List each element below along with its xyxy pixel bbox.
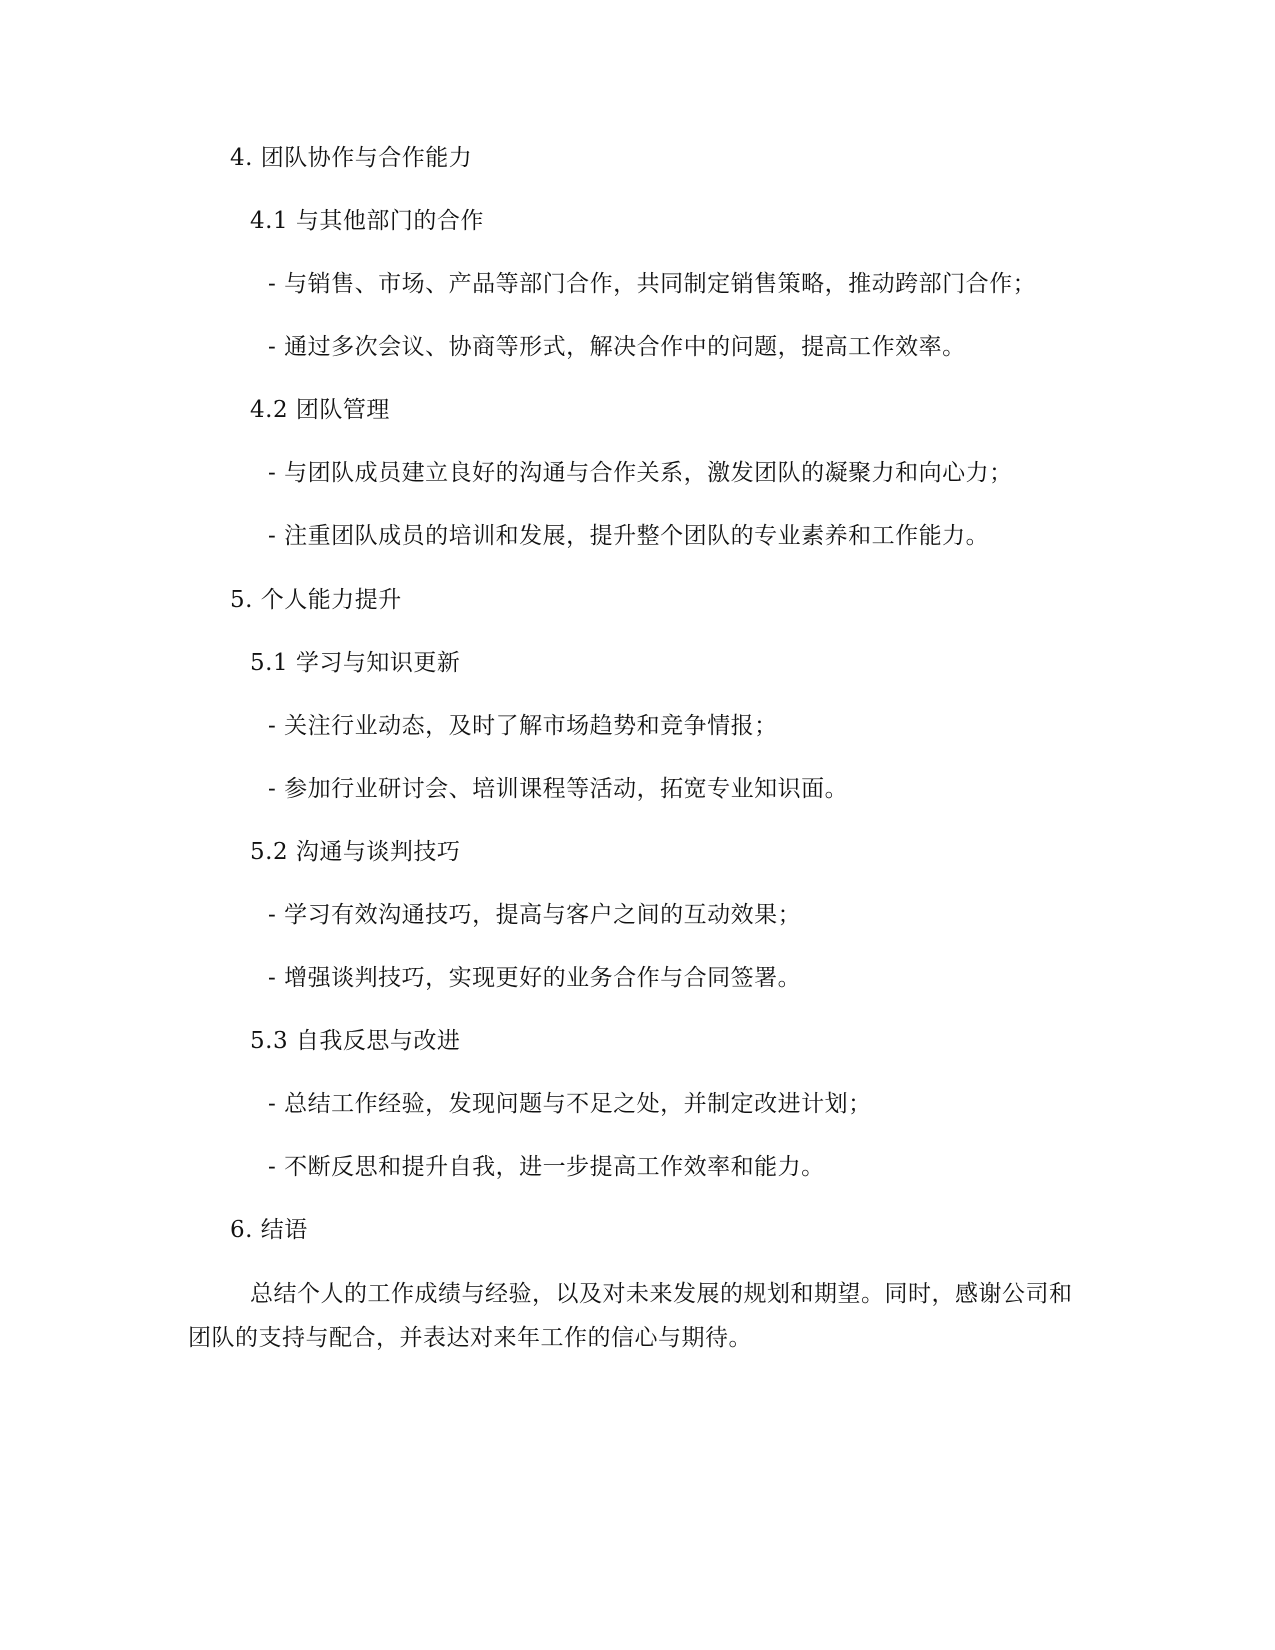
list-item: - 注重团队成员的培训和发展，提升整个团队的专业素养和工作能力。 — [268, 523, 990, 549]
subsection-heading: 4.2 团队管理 — [250, 397, 390, 423]
section-heading: 6. 结语 — [230, 1217, 308, 1243]
subsection-heading: 5.3 自我反思与改进 — [250, 1028, 461, 1054]
section-heading: 5. 个人能力提升 — [230, 587, 402, 613]
subsection-heading: 4.1 与其他部门的合作 — [250, 208, 484, 234]
list-item: - 通过多次会议、协商等形式，解决合作中的问题，提高工作效率。 — [268, 334, 966, 360]
section-heading: 4. 团队协作与合作能力 — [230, 145, 473, 171]
list-item: - 学习有效沟通技巧，提高与客户之间的互动效果； — [268, 902, 802, 928]
list-item: - 增强谈判技巧，实现更好的业务合作与合同签署。 — [268, 965, 802, 991]
subsection-heading: 5.2 沟通与谈判技巧 — [250, 839, 461, 865]
list-item: - 总结工作经验，发现问题与不足之处，并制定改进计划； — [268, 1091, 872, 1117]
subsection-heading: 5.1 学习与知识更新 — [250, 650, 461, 676]
conclusion-paragraph: 总结个人的工作成绩与经验，以及对未来发展的规划和期望。同时，感谢公司和团队的支持与配合，并表达对来年工作的信心与期待。 — [188, 1281, 1073, 1351]
list-item: - 与销售、市场、产品等部门合作，共同制定销售策略，推动跨部门合作； — [268, 271, 1037, 297]
list-item: - 参加行业研讨会、培训课程等活动，拓宽专业知识面。 — [268, 776, 849, 802]
list-item: - 不断反思和提升自我，进一步提高工作效率和能力。 — [268, 1154, 825, 1180]
list-item: - 与团队成员建立良好的沟通与合作关系，激发团队的凝聚力和向心力； — [268, 460, 1013, 486]
list-item: - 关注行业动态，及时了解市场趋势和竞争情报； — [268, 713, 778, 739]
